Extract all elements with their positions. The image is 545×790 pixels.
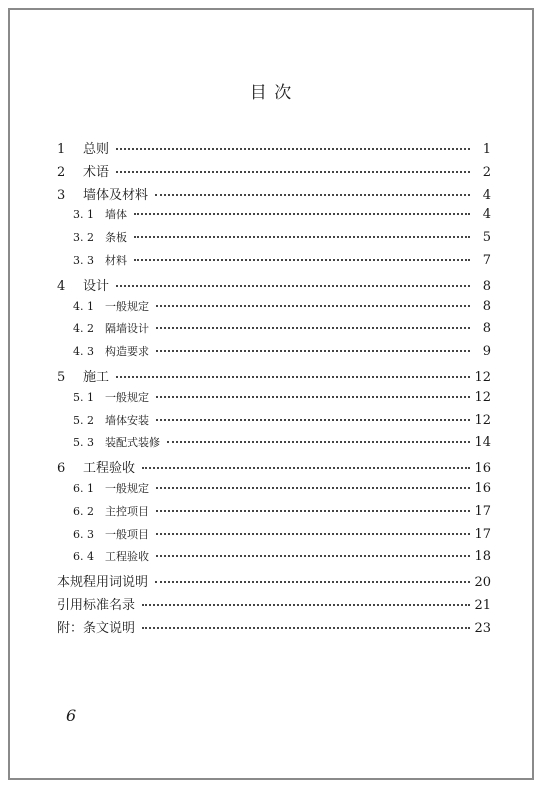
toc-entry	[57, 275, 491, 298]
dot-leader	[156, 532, 470, 535]
toc-entry-label: 施工	[83, 369, 110, 385]
toc-entry-number: 5	[57, 369, 66, 385]
toc-entry-page: 14	[474, 435, 491, 451]
toc-entry	[57, 594, 491, 617]
toc-entry-label: 本规程用词说明	[57, 575, 149, 591]
toc-entry	[57, 298, 491, 321]
page-number: 6	[66, 706, 77, 725]
dot-leader	[116, 147, 470, 150]
toc-entry-page: 16	[474, 461, 491, 477]
toc-entry-page: 4	[482, 207, 491, 223]
toc-entry-page: 18	[474, 549, 491, 565]
toc-entry-page: 17	[474, 526, 491, 542]
toc-entry-label: 工程验收	[105, 550, 149, 564]
dot-leader	[156, 395, 470, 398]
toc-entry-page: 20	[474, 575, 491, 591]
toc-entry	[57, 252, 491, 275]
toc-entry-label: 一般规定	[105, 481, 149, 495]
dot-leader	[116, 375, 470, 378]
toc-entry-label: 墙体及材料	[83, 187, 149, 203]
dot-leader	[116, 170, 470, 173]
dot-leader	[134, 212, 470, 215]
dot-leader	[156, 509, 470, 512]
toc-entry	[57, 320, 491, 343]
toc-entry-number: 5. 1	[73, 390, 94, 404]
toc-entry-label: 一般项目	[105, 527, 149, 541]
toc-entry-number: 4. 2	[73, 322, 94, 336]
toc-entry	[57, 206, 491, 229]
toc-entry-page: 16	[474, 480, 491, 496]
toc-entry-label: 隔墙设计	[105, 322, 149, 336]
toc-entry-label: 主控项目	[105, 504, 149, 518]
toc-entry-label: 附：条文说明	[57, 620, 136, 636]
toc-entry	[57, 571, 491, 594]
dot-leader	[134, 258, 470, 261]
toc-entry-label: 工程验收	[83, 461, 136, 477]
toc-entry-number: 4	[57, 278, 66, 294]
dot-leader	[116, 284, 470, 287]
toc-entry-label: 墙体	[105, 208, 127, 222]
dot-leader	[156, 554, 470, 557]
toc-entry	[57, 617, 491, 640]
dot-leader	[142, 603, 470, 606]
toc-entry	[57, 343, 491, 366]
toc-entry	[57, 480, 491, 503]
dot-leader	[156, 304, 470, 307]
toc-entry-label: 墙体安装	[105, 413, 149, 427]
toc-entry-page: 12	[474, 389, 491, 405]
toc-entry-page: 12	[474, 412, 491, 428]
toc-entry	[57, 457, 491, 480]
toc-entry-number: 6. 4	[73, 550, 94, 564]
toc-entry	[57, 412, 491, 435]
toc-entry	[57, 548, 491, 571]
toc-entry	[57, 389, 491, 412]
toc-entry-label: 装配式装修	[105, 436, 160, 450]
dot-leader	[134, 235, 470, 238]
dot-leader	[155, 193, 470, 196]
toc-entry-number: 6. 1	[73, 481, 94, 495]
toc-entry	[57, 161, 491, 184]
toc-entry-page: 8	[482, 321, 491, 337]
dot-leader	[167, 440, 470, 443]
toc-entry-page: 9	[482, 344, 491, 360]
dot-leader	[156, 349, 470, 352]
dot-leader	[156, 418, 470, 421]
toc-entry-number: 6	[57, 461, 66, 477]
toc-entry-number: 6. 3	[73, 527, 94, 541]
toc-entry-number: 4. 1	[73, 299, 94, 313]
toc-entry-number: 6. 2	[73, 504, 94, 518]
toc-entry-page: 12	[474, 369, 491, 385]
toc-entry	[57, 184, 491, 207]
toc-entry-page: 23	[474, 620, 491, 636]
toc-entry-page: 21	[474, 597, 491, 613]
toc-entry-number: 1	[57, 142, 66, 157]
toc-entry-number: 3	[57, 187, 66, 203]
toc-entry-label: 材料	[105, 253, 127, 267]
toc-entry-page: 1	[482, 142, 491, 157]
toc-entry-page: 5	[482, 230, 491, 246]
toc-entry	[57, 138, 491, 161]
dot-leader	[156, 486, 470, 489]
toc-entry-label: 一般规定	[105, 390, 149, 404]
toc-entry	[57, 366, 491, 389]
dot-leader	[142, 626, 470, 629]
toc-entry-label: 术语	[83, 164, 110, 180]
toc-entry-page: 4	[482, 187, 491, 203]
toc-entry	[57, 229, 491, 252]
page-title: 目 次	[249, 83, 293, 103]
toc-entry-number: 4. 3	[73, 345, 94, 359]
toc-entry-number: 2	[57, 164, 66, 180]
toc-entry-number: 5. 3	[73, 436, 94, 450]
dot-leader	[155, 580, 470, 583]
dot-leader	[156, 326, 470, 329]
toc-entry-label: 一般规定	[105, 299, 149, 313]
toc-entry	[57, 434, 491, 457]
toc-entry-label: 引用标准名录	[57, 597, 136, 613]
toc-entry-page: 7	[482, 252, 491, 268]
toc-entry	[57, 526, 491, 549]
toc-entry-label: 构造要求	[105, 345, 149, 359]
toc-entry-label: 条板	[105, 231, 127, 245]
document-page	[8, 8, 534, 780]
toc-entry-number: 3. 2	[73, 231, 94, 245]
toc-entry-number: 5. 2	[73, 413, 94, 427]
toc-entry-page: 17	[474, 503, 491, 519]
toc-entry-page: 8	[482, 298, 491, 314]
toc-entry-page: 8	[482, 278, 491, 294]
toc-entry-number: 3. 1	[73, 208, 94, 222]
toc-entry-number: 3. 3	[73, 253, 94, 267]
table-of-contents	[57, 138, 491, 640]
dot-leader	[142, 466, 470, 469]
toc-entry-label: 总则	[83, 142, 110, 157]
toc-entry-label: 设计	[83, 278, 110, 294]
toc-entry-page: 2	[482, 164, 491, 180]
toc-entry	[57, 503, 491, 526]
